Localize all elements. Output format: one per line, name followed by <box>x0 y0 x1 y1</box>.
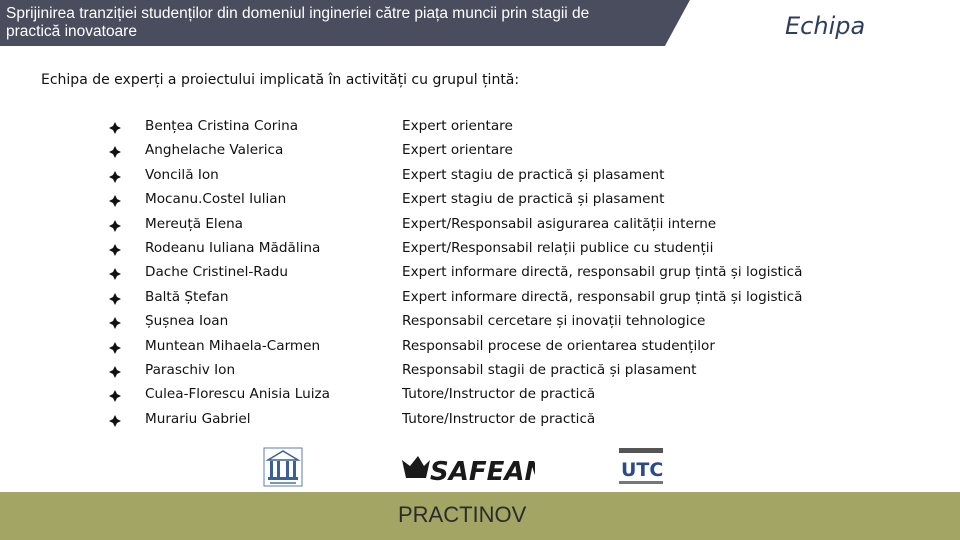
diamond-bullet-icon <box>108 241 122 255</box>
team-row <box>108 309 848 333</box>
member-name: Rodeanu Iuliana Mădălina <box>145 239 321 256</box>
member-role: Expert/Responsabil asigurarea calității interne <box>402 215 717 232</box>
team-row <box>108 163 848 187</box>
member-name: Mereuță Elena <box>145 215 244 232</box>
utc-logo <box>615 446 667 490</box>
member-role: Expert informare directă, responsabil grup țintă și logistică <box>402 264 803 281</box>
member-role: Tutore/Instructor de practică <box>402 386 596 403</box>
member-role: Expert stagiu de practică și plasament <box>402 166 665 183</box>
team-row <box>108 260 848 284</box>
slide-title: Sprijinirea tranziției studenților din domeniul ingineriei către piața muncii prin stagii de practică inovatoare <box>6 5 590 40</box>
team-row <box>108 212 848 236</box>
team-row <box>108 138 848 162</box>
diamond-bullet-icon <box>108 290 122 304</box>
diamond-bullet-icon <box>108 119 122 133</box>
team-row <box>108 187 848 211</box>
member-name: Șușnea Ioan <box>145 313 229 330</box>
safean-logo-text: SAFEAN <box>430 457 535 486</box>
member-role: Expert orientare <box>402 118 513 134</box>
member-role: Expert stagiu de practică și plasament <box>402 191 665 208</box>
project-name: PRACTINOV <box>398 502 527 527</box>
member-role: Expert orientare <box>402 142 513 159</box>
member-role: Expert/Responsabil relații publice cu studenții <box>402 239 714 256</box>
diamond-bullet-icon <box>108 412 122 426</box>
diamond-bullet-icon <box>108 339 122 353</box>
diamond-bullet-icon <box>108 143 122 157</box>
team-row <box>108 114 848 138</box>
member-name: Baltă Ștefan <box>145 288 229 305</box>
safean-logo <box>400 452 535 486</box>
utc-logo-text: UTC <box>621 459 664 481</box>
team-row <box>108 236 848 260</box>
member-role: Responsabil procese de orientarea studenților <box>402 337 715 354</box>
member-name: Paraschiv Ion <box>145 361 236 378</box>
member-role: Tutore/Instructor de practică <box>402 410 596 427</box>
member-name: Mocanu.Costel Iulian <box>145 191 287 208</box>
team-row <box>108 285 848 309</box>
member-name: Culea-Florescu Anisia Luiza <box>145 386 330 403</box>
member-role: Expert informare directă, responsabil grup țintă și logistică <box>402 288 803 305</box>
member-name: Bențea Cristina Corina <box>145 118 299 134</box>
team-row <box>108 382 848 406</box>
section-title: Echipa <box>785 12 866 40</box>
diamond-bullet-icon <box>108 314 122 328</box>
team-row <box>108 358 848 382</box>
member-name: Dache Cristinel-Radu <box>145 264 288 281</box>
member-name: Murariu Gabriel <box>145 410 251 427</box>
diamond-bullet-icon <box>108 387 122 401</box>
diamond-bullet-icon <box>108 217 122 231</box>
team-row <box>108 407 848 431</box>
team-list <box>108 114 848 431</box>
member-role: Responsabil stagii de practică și plasament <box>402 361 697 378</box>
diamond-bullet-icon <box>108 192 122 206</box>
diamond-bullet-icon <box>108 363 122 377</box>
diamond-bullet-icon <box>108 168 122 182</box>
header-bar <box>0 0 960 46</box>
university-building-logo <box>262 446 304 488</box>
team-subtitle: Echipa de experți a proiectului implicată în activități cu grupul țintă: <box>41 72 520 88</box>
team-row <box>108 334 848 358</box>
member-name: Anghelache Valerica <box>145 142 284 159</box>
member-name: Voncilă Ion <box>145 166 219 183</box>
member-role: Responsabil cercetare și inovații tehnologice <box>402 313 706 330</box>
member-name: Muntean Mihaela-Carmen <box>145 337 321 354</box>
diamond-bullet-icon <box>108 265 122 279</box>
